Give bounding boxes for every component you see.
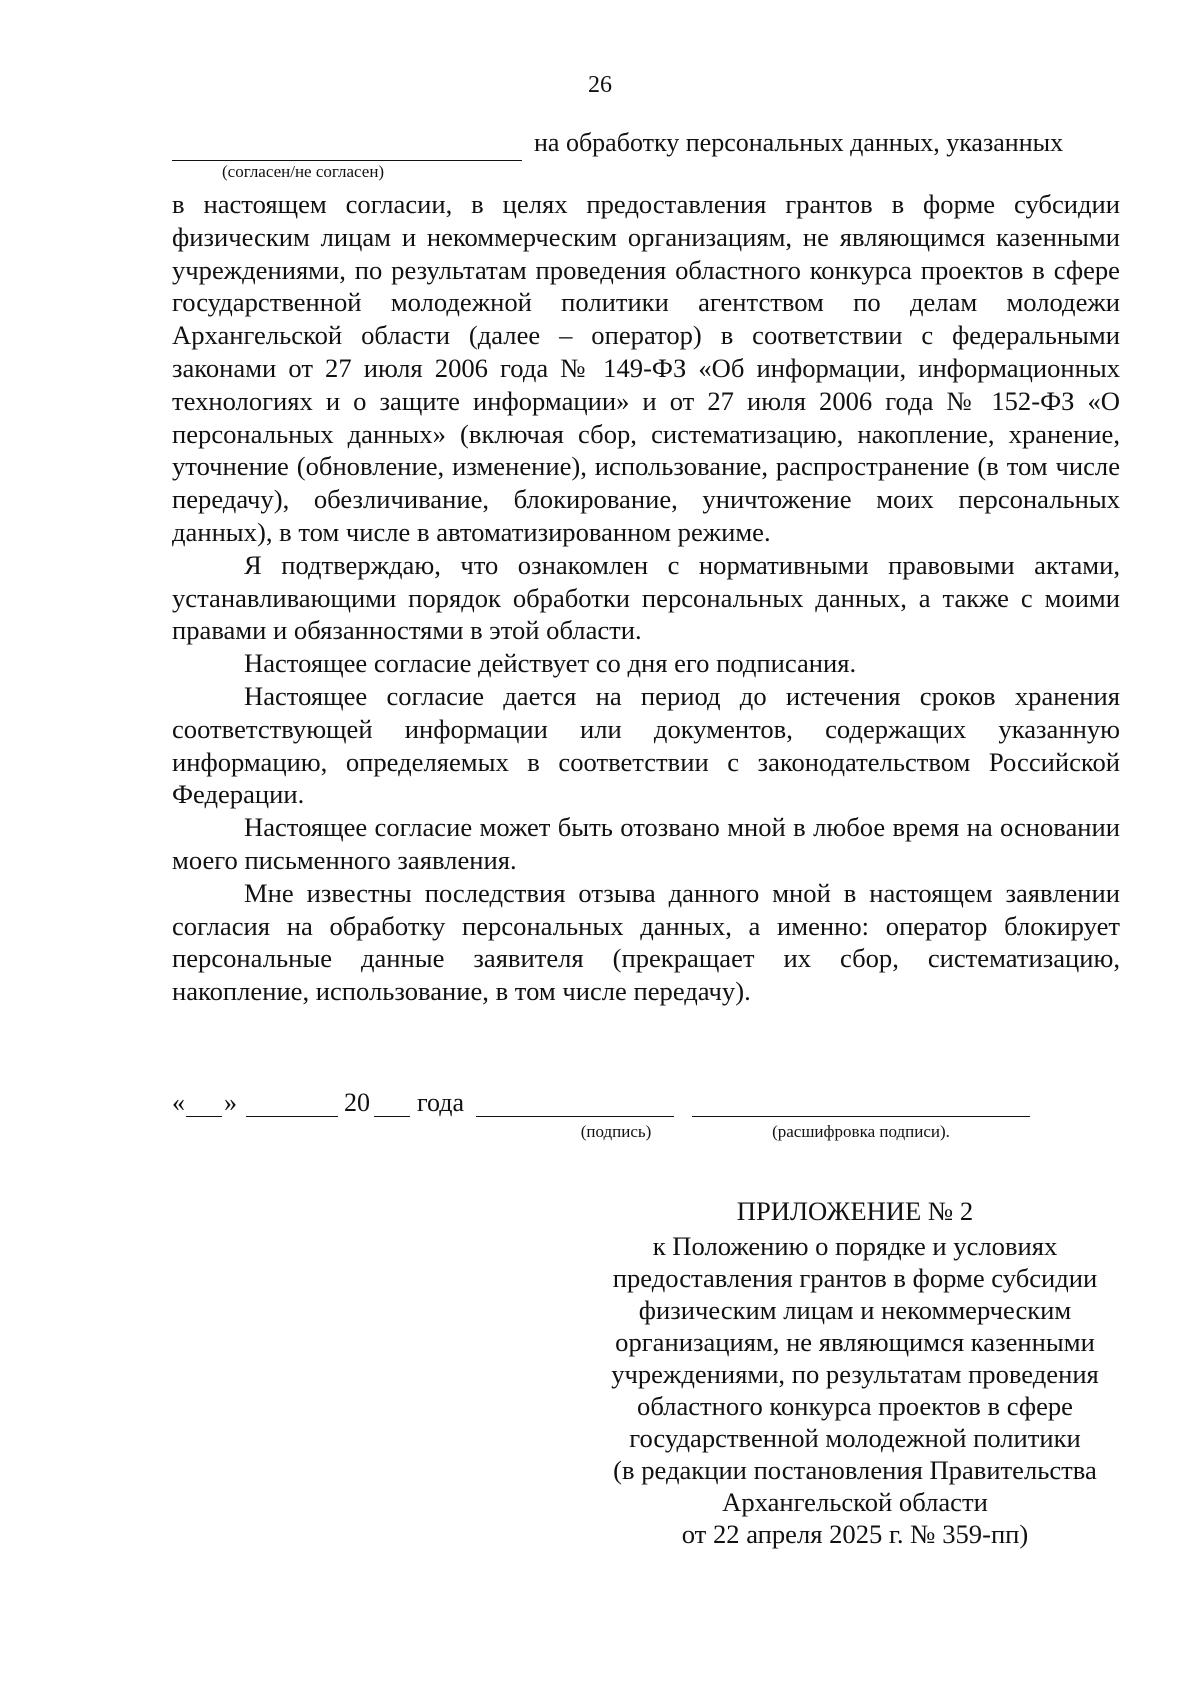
page-number: 26 <box>588 72 612 98</box>
appendix-title: ПРИЛОЖЕНИЕ № 2 <box>736 1196 974 1226</box>
appendix-line: к Положению о порядке и условиях <box>652 1231 1058 1261</box>
consent-text: на обработку персональных данных, указанных <box>534 128 1064 157</box>
appendix-line: (в редакции постановления Правительства <box>613 1455 1097 1485</box>
signature-decoding-field[interactable] <box>692 1116 1030 1117</box>
decoding-caption: (расшифровка подписи). <box>772 1122 950 1141</box>
paragraph-consequences: Мне известны последствия отзыва данного мной в настоящем заявлении согласия на обработку персональных данных, а именно: оператор блокирует персональные данные заявителя (прекращает их сбор, систематизацию, накопление, использование, в том числе передачу). <box>172 877 1120 1007</box>
signature-caption: (подпись) <box>580 1122 652 1141</box>
paragraph-period: Настоящее согласие дается на период до истечения сроков хранения соответствующей информации или документов, содержащих указанную информацию, определяемых в соответствии с законодательством Российской Федерации. <box>172 680 1120 810</box>
appendix-line: организациям, не являющимся казенными <box>615 1327 1095 1357</box>
signature-field[interactable] <box>476 1116 674 1117</box>
day-field[interactable] <box>186 1116 222 1117</box>
appendix-line: физическим лицам и некоммерческим <box>638 1295 1072 1325</box>
appendix-block <box>585 1195 1125 1550</box>
appendix-line: от 22 апреля 2025 г. № 359-пп) <box>681 1519 1029 1549</box>
date-signature-line <box>172 1088 1122 1122</box>
consent-caption: (согласен/не согласен) <box>222 162 385 181</box>
appendix-line: государственной молодежной политики <box>629 1423 1081 1453</box>
date-close-quote: » <box>224 1088 237 1117</box>
paragraph-acknowledgement: Я подтверждаю, что ознакомлен с нормативными правовыми актами, устанавливающими порядок обработки персональных данных, а также с моими правами и обязанностями в этой области. <box>172 549 1120 646</box>
month-field[interactable] <box>246 1116 338 1117</box>
appendix-line: областного конкурса проектов в сфере <box>637 1391 1073 1421</box>
paragraph-revocation: Настоящее согласие может быть отозвано мной в любое время на основании моего письменного заявления. <box>172 812 1120 875</box>
appendix-line: учреждениями, по результатам проведения <box>611 1359 1099 1389</box>
appendix-line: предоставления грантов в форме субсидии <box>612 1263 1098 1293</box>
paragraph-effective: Настоящее согласие действует со дня его подписания. <box>244 648 857 679</box>
consent-blank-field[interactable] <box>172 160 522 161</box>
year-field[interactable] <box>374 1116 410 1117</box>
date-open-quote: « <box>172 1088 185 1117</box>
paragraph-purpose: в настоящем согласии, в целях предоставления грантов в форме субсидии физическим лицам и некоммерческим организациям, не являющимся казенными учреждениями, по результатам проведения областного конкурса проектов в сфере государственной молодежной политики агентством по делам молодежи Архангельской области (далее – оператор) в соответствии с федеральными законами от 27 июля 2006 года № 149-ФЗ «Об информации, информационных технологиях и о защите информации» и от 27 июля 2006 года № 152-ФЗ «О персональных данных» (включая сбор, систематизацию, накопление, хранение, уточнение (обновление, изменение), использование, распространение (в том числе передачу), обезличивание, блокирование, уничтожение моих персональных данных), в том числе в автоматизированном режиме. <box>172 189 1120 547</box>
consent-line <box>172 128 1122 164</box>
consent-body <box>172 188 1120 1008</box>
appendix-line: Архангельской области <box>722 1487 988 1517</box>
date-year-word: года <box>417 1088 465 1117</box>
date-century: 20 <box>344 1088 370 1117</box>
